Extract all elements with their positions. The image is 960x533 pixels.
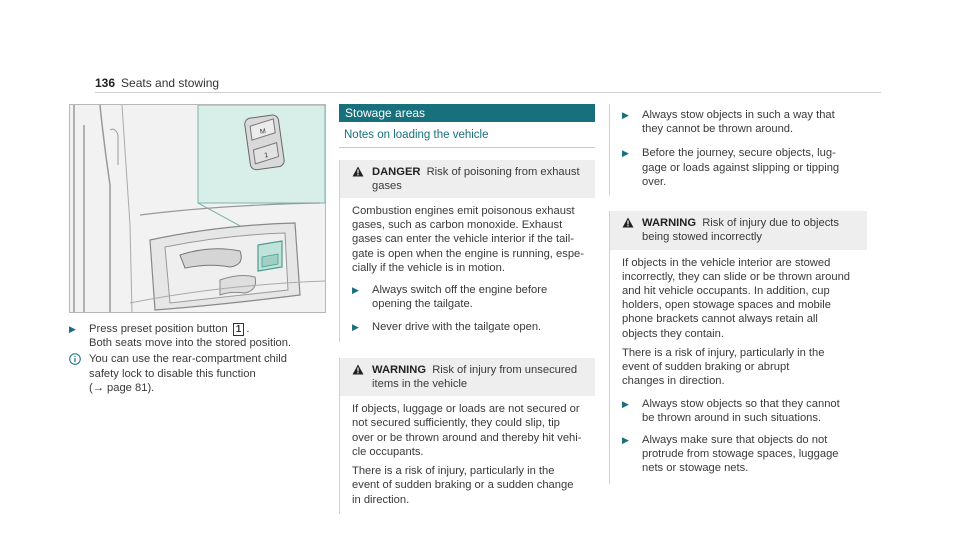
play-arrow-icon: ▶ [69,324,76,334]
warning-title [340,358,595,396]
page-header [95,76,219,91]
warning-label: WARNING [372,363,427,376]
chapter-title: Seats and stowing [121,76,220,90]
body-line: There is a risk of injury, particularly in the [352,465,555,478]
play-arrow-icon: ▶ [352,321,359,332]
body-line: event of sudden braking or a sudden change [352,479,574,492]
body-line: changes in direction. [622,375,725,388]
body-line: cle occupants. [352,445,424,458]
body-line: cially if the vehicle is in motion. [352,261,505,274]
play-arrow-icon: ▶ [622,110,629,120]
danger-title-text: Risk of poisoning from exhaust [426,165,580,178]
warning-paragraph [352,402,587,459]
body-line: If objects, luggage or loads are not secured or [352,403,580,416]
step-text: gage or loads against slipping or tipping [642,161,840,174]
preset-button-label: 1 [263,152,269,160]
danger-label: DANGER [372,165,421,178]
danger-box [339,160,595,342]
instruction-step [622,433,859,476]
subsection-heading: Notes on loading the vehicle [339,122,595,148]
warning-label: WARNING [642,217,697,230]
warning-paragraph [622,346,859,389]
preset-button-symbol: 1 [233,323,245,336]
warning-title-text: Risk of injury due to objects [702,217,839,230]
page-reference-link[interactable]: (→ page 81). [89,381,155,394]
step-text: Never drive with the tailgate open. [372,320,542,333]
step-text: opening the tailgate. [372,298,473,311]
warning-title [610,211,867,249]
memory-button-label: M [259,128,267,136]
play-arrow-icon: ▶ [622,148,629,159]
info-text: You can use the rear-compartment child [89,353,287,366]
info-icon [69,353,81,365]
body-line: There is a risk of injury, particularly in the [622,346,825,359]
step-text: Always switch off the engine before [372,284,548,297]
section-heading: Stowage areas [339,104,595,122]
page-number: 136 [95,76,116,90]
step-text: they cannot be thrown around. [642,123,794,136]
danger-title-text: gases [372,179,402,192]
step-text: Always stow objects in such a way that [642,109,835,121]
body-line: incorrectly, they can slide or be thrown around [622,270,851,283]
body-line: gases, such as carbon monoxide. Exhaust [352,219,563,232]
step-text: Always stow objects so that they cannot [642,397,840,410]
danger-title [340,160,595,198]
middle-column [339,104,595,530]
warning-paragraph [622,256,859,341]
step-text: Before the journey, secure objects, lug- [642,147,836,160]
step-period: . [246,323,250,335]
body-line: event of sudden braking or abrupt [622,361,790,374]
info-note [69,352,327,395]
body-line: in direction. [352,493,410,506]
right-column [609,104,867,500]
body-line: If objects in the vehicle interior are stowed [622,256,831,269]
warning-box [609,211,867,484]
play-arrow-icon: ▶ [622,398,629,409]
body-line: objects they contain. [622,327,724,340]
danger-body [340,198,595,342]
warning-body [610,250,867,484]
loading-steps [609,104,867,195]
play-arrow-icon: ▶ [352,285,359,296]
body-line: holders, open stowage spaces and mobile [622,299,831,312]
body-line: Combustion engines emit poisonous exhaust [352,205,575,218]
body-line: not secured sufficiently, they could slip, tip [352,417,560,430]
warning-body [340,396,595,514]
instruction-step [69,322,327,350]
body-line: gases can enter the vehicle interior if the tail- [352,233,575,246]
step-text: nets or stowage nets. [642,462,749,475]
step-text: be thrown around in such situations. [642,411,822,424]
body-line: gate is open when the engine is running, espe- [352,247,584,260]
step-result: Both seats move into the stored position. [89,337,292,350]
warning-box [339,358,595,514]
play-arrow-icon: ▶ [622,434,629,445]
instruction-step [622,146,859,189]
warning-title-text: items in the vehicle [372,378,468,390]
body-line: phone brackets cannot always retain all [622,313,818,326]
instruction-step [352,320,587,334]
body-line: and hit vehicle occupants. In addition, cup [622,284,830,297]
instruction-step [622,108,859,136]
header-divider [95,92,881,93]
door-panel-illustration [69,104,326,313]
warning-triangle-icon [622,217,634,228]
door-panel-drawing [70,105,325,312]
left-column [69,322,327,395]
info-text: safety lock to disable this function [89,367,256,380]
warning-triangle-icon [352,166,364,177]
warning-title-text: being stowed incorrectly [642,231,763,244]
instruction-step [622,397,859,425]
step-text: Press preset position button [89,323,228,335]
warning-title-text: Risk of injury from unsecured [432,363,578,376]
body-line: over or be thrown around and thereby hit vehi- [352,431,582,444]
warning-paragraph [352,464,587,507]
step-text: Always make sure that objects do not [642,433,828,446]
step-text: protrude from stowage spaces, luggage [642,448,839,461]
instruction-step [352,283,587,311]
warning-triangle-icon [352,364,364,375]
step-text: over. [642,175,667,188]
